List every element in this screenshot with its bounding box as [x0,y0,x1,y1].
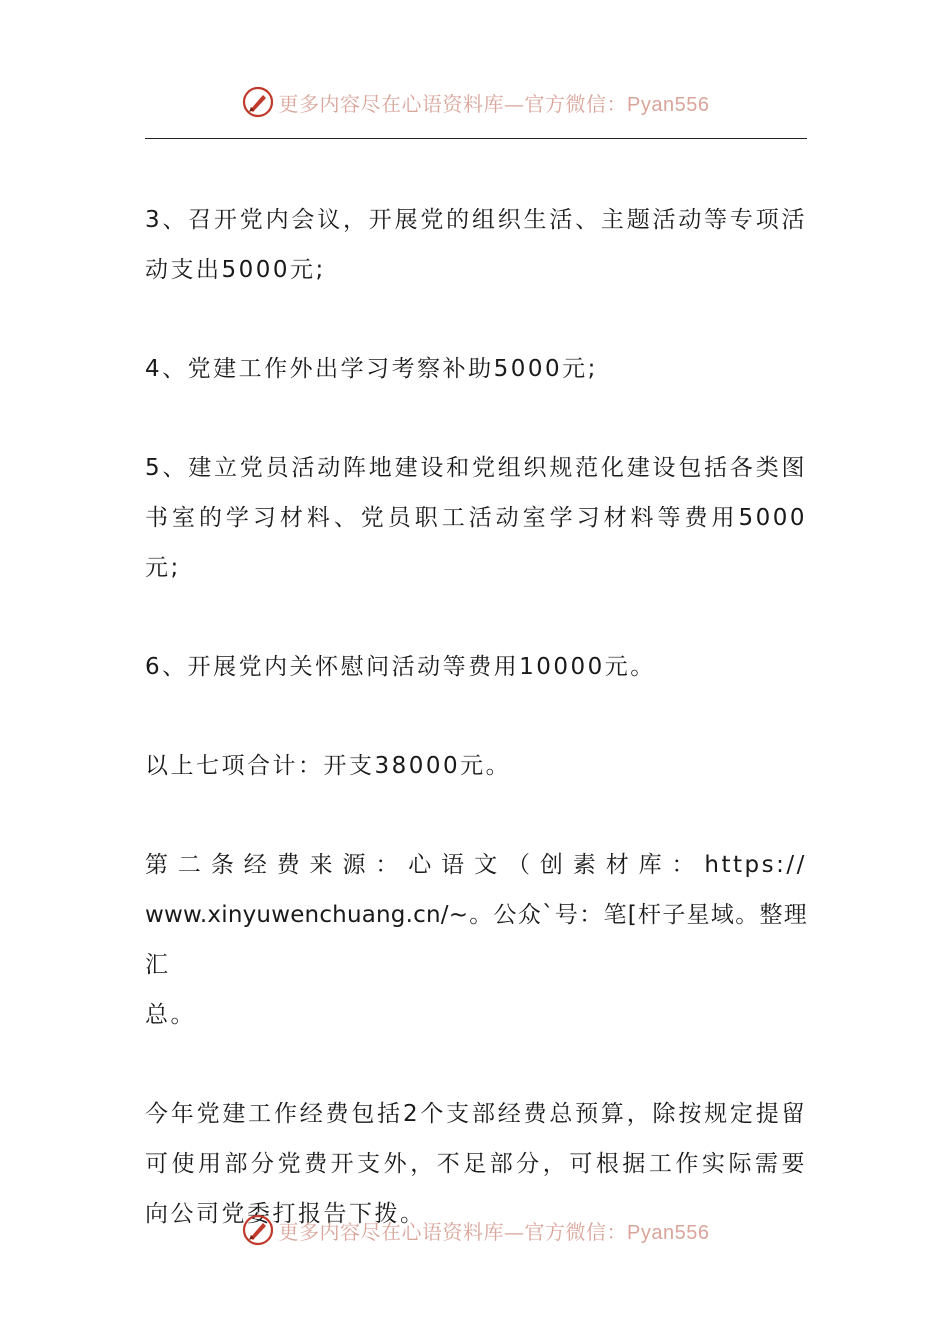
funding-source-char: 费 [276,852,303,878]
footer-banner-text: 更多内容尽在心语资料库—官方微信：Pyan556 [278,1219,710,1244]
funding-source-char: 第 [145,852,171,878]
funding-source-char: 语 [441,852,467,878]
funding-source-char: 二 [177,852,204,878]
funding-source-char: 心 [408,852,434,878]
paragraph-total: 以上七项合计：开支38000元。 [145,753,512,779]
funding-source-char: 库 [638,852,665,878]
document-body [145,195,807,1288]
funding-source-line-2: www.xinyuwenchuang.cn/~。公众`号：笔[杆子星域。整理汇 [145,902,807,978]
funding-source-line-3: 总。 [145,1002,196,1028]
funding-source-char: 源 [342,852,368,878]
funding-source-char: https:// [704,852,807,878]
funding-source-char: ： [375,852,401,878]
paragraph-funding-source [145,840,807,1040]
footer-banner [0,1208,950,1252]
funding-source-char: 素 [572,852,599,878]
funding-source-char: 来 [309,852,336,878]
pen-logo-icon [241,85,275,119]
paragraph-item-6: 6、开展党内关怀慰问活动等费用10000元。 [145,654,656,680]
funding-source-char: 经 [243,852,270,878]
funding-source-char: 文 [474,852,500,878]
funding-source-char: 材 [605,852,632,878]
banner-text: 更多内容尽在心语资料库—官方微信：Pyan556 [278,91,710,116]
funding-source-char: ： [671,852,697,878]
paragraph-item-4: 4、党建工作外出学习考察补助5000元; [145,356,598,382]
paragraph-closing: 今年党建工作经费包括2个支部经费总预算，除按规定提留可使用部分党费开支外，不足部分，可根据工作实际需要向公司党委打报告下拨。 [145,1101,807,1227]
funding-source-char: 条 [210,852,237,878]
footer-banner-handle: Pyan556 [627,1221,710,1244]
pen-logo-icon [241,1213,275,1247]
header-divider [145,138,807,139]
header-banner [0,80,950,124]
funding-source-char: 创 [539,852,566,878]
funding-source-char: （ [506,852,533,878]
paragraph-item-3: 3、召开党内会议，开展党的组织生活、主题活动等专项活动支出5000元; [145,207,807,283]
funding-source-line-1 [145,840,807,890]
paragraph-item-5: 5、建立党员活动阵地建设和党组织规范化建设包括各类图书室的学习材料、党员职工活动室学习材料等费用5000元; [145,455,807,581]
banner-handle: Pyan556 [627,93,710,116]
